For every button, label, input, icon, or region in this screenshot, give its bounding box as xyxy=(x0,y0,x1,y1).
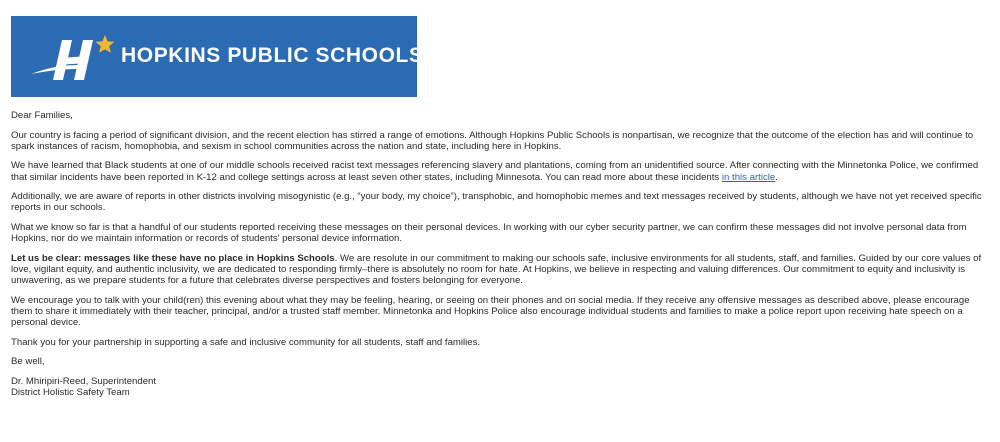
signature-team: District Holistic Safety Team xyxy=(11,387,130,399)
paragraph-incidents-end: . xyxy=(775,171,778,183)
paragraph-division: Our country is facing a period of significant division, and the recent election has stirred a range of emotions. Although Hopkins Public Schools is nonpartisan, we recognize that the outcome of the election has and will continue to spark instances of racism, homophobia, and sexism in school communities across the nation and state, including here in Hopkins. xyxy=(11,129,974,152)
closing: Be well, xyxy=(11,356,45,368)
paragraph-what-we-know: What we know so far is that a handful of our students reported receiving these messages on their personal devices. In working with our cyber security partner, we can confirm these messages did not involve personal data from Hopkins, nor do we maintain information or records of students’ personal device information. xyxy=(11,221,967,245)
hopkins-logo-icon xyxy=(29,32,119,82)
school-district-name: HOPKINS PUBLIC SCHOOLS xyxy=(121,44,424,67)
signature-block xyxy=(11,376,991,398)
paragraph-other-districts: Additionally, we are aware of reports in other districts involving misogynistic (e.g., “your body, my choice”), transphobic, and homophobic memes and text messages received by students, although we have not yet received specific reports in our schools. xyxy=(11,191,982,214)
letter-body xyxy=(11,110,991,398)
greeting: Dear Families, xyxy=(11,110,73,121)
commitment-text: . We are resolute in our commitment to making our schools safe, inclusive environments for all students, staff, and families. Guided by our core values of love, vigilant equity, and authentic inclusivity, we are dedicated to responding firmly–there is absolutely no room for hate. At Hopkins, we believe in respecting and valuing differences. Our commitment to equity and inclusivity is unwavering, as we prepare students for a future that celebrates diverse perspectives and fosters belonging for everyone. xyxy=(11,252,982,287)
paragraph-commitment xyxy=(11,253,991,287)
article-link[interactable]: in this article xyxy=(721,171,776,183)
paragraph-incidents-text: We have learned that Black students at one of our middle schools received racist text messages referencing slavery and plantations, coming from an unidentified source. After connecting with the Minnetonka Police, we confirmed that similar incidents have been reported in K-12 and college settings across at least seven other states, including Minnesota. You can read more about these incidents xyxy=(11,160,979,183)
paragraph-incidents xyxy=(11,160,991,182)
commitment-statement: Let us be clear: messages like these have no place in Hopkins Schools xyxy=(11,252,335,264)
header-banner xyxy=(11,16,424,97)
signature-name: Dr. Mhiripiri-Reed, Superintendent xyxy=(11,375,157,387)
paragraph-thanks: Thank you for your partnership in supporting a safe and inclusive community for all students, staff and families. xyxy=(11,336,481,348)
paragraph-encourage: We encourage you to talk with your child(ren) this evening about what they may be feeling, hearing, or seeing on their phones and on social media. If they receive any offensive messages as described above, please encourage them to share it immediately with their teacher, principal, and/or a trusted staff member. Minnetonka and Hopkins Police also encourage individual students and families to make a police report upon receiving hate speech on a personal device. xyxy=(11,294,970,329)
